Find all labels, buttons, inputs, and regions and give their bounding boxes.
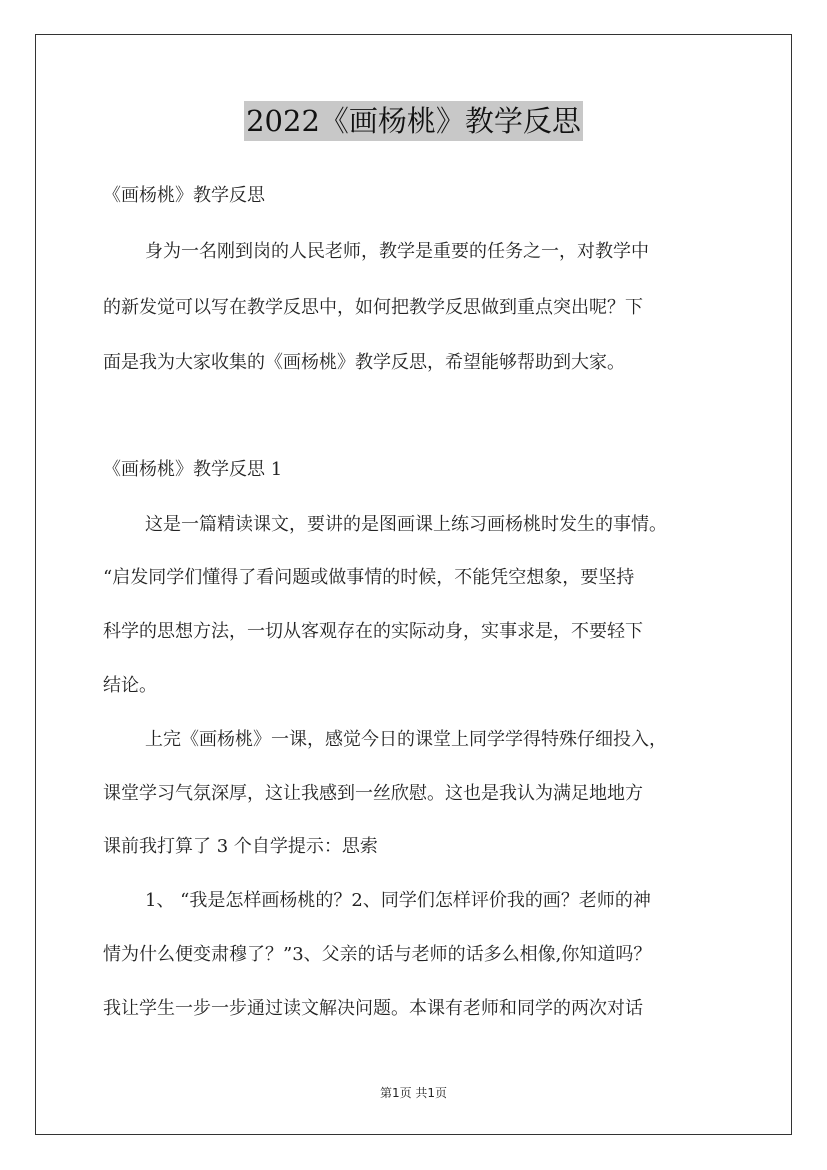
paragraph-line: 的新发觉可以写在教学反思中，如何把教学反思做到重点突出呢？下 — [103, 297, 643, 318]
paragraph-line: 课前我打算了 3 个自学提示：思索 — [103, 836, 378, 857]
paragraph-line: “启发同学们懂得了看问题或做事情的时候，不能凭空想象，要坚持 — [103, 567, 635, 588]
document-title: 2022《画杨桃》教学反思 — [244, 101, 583, 141]
title-container — [0, 101, 827, 141]
paragraph-line: 这是一篇精读课文，要讲的是图画课上练习画杨桃时发生的事情。 — [145, 514, 667, 535]
paragraph-line: 我让学生一步一步通过读文解决问题。本课有老师和同学的两次对话 — [103, 998, 643, 1019]
paragraph-line: 结论。 — [103, 675, 157, 696]
paragraph-line: 上完《画杨桃》一课，感觉今日的课堂上同学学得特殊仔细投入， — [145, 729, 667, 750]
paragraph-line: 身为一名刚到岗的人民老师，教学是重要的任务之一，对教学中 — [145, 241, 649, 262]
paragraph-line: 科学的思想方法，一切从客观存在的实际动身，实事求是，不要轻下 — [103, 621, 643, 642]
section-heading: 《画杨桃》教学反思 1 — [103, 459, 283, 480]
page-footer: 第1页 共1页 — [379, 1086, 448, 1100]
paragraph-line: 课堂学习气氛深厚，这让我感到一丝欣慰。这也是我认为满足地地方 — [103, 783, 643, 804]
section-heading: 《画杨桃》教学反思 — [103, 185, 265, 206]
paragraph-line: 情为什么便变肃穆了？”3、父亲的话与老师的话多么相像,你知道吗？ — [103, 944, 652, 965]
paragraph-line: 面是我为大家收集的《画杨桃》教学反思，希望能够帮助到大家。 — [103, 352, 625, 373]
paragraph-line: 1、 “我是怎样画杨桃的？2、同学们怎样评价我的画？老师的神 — [145, 890, 651, 911]
